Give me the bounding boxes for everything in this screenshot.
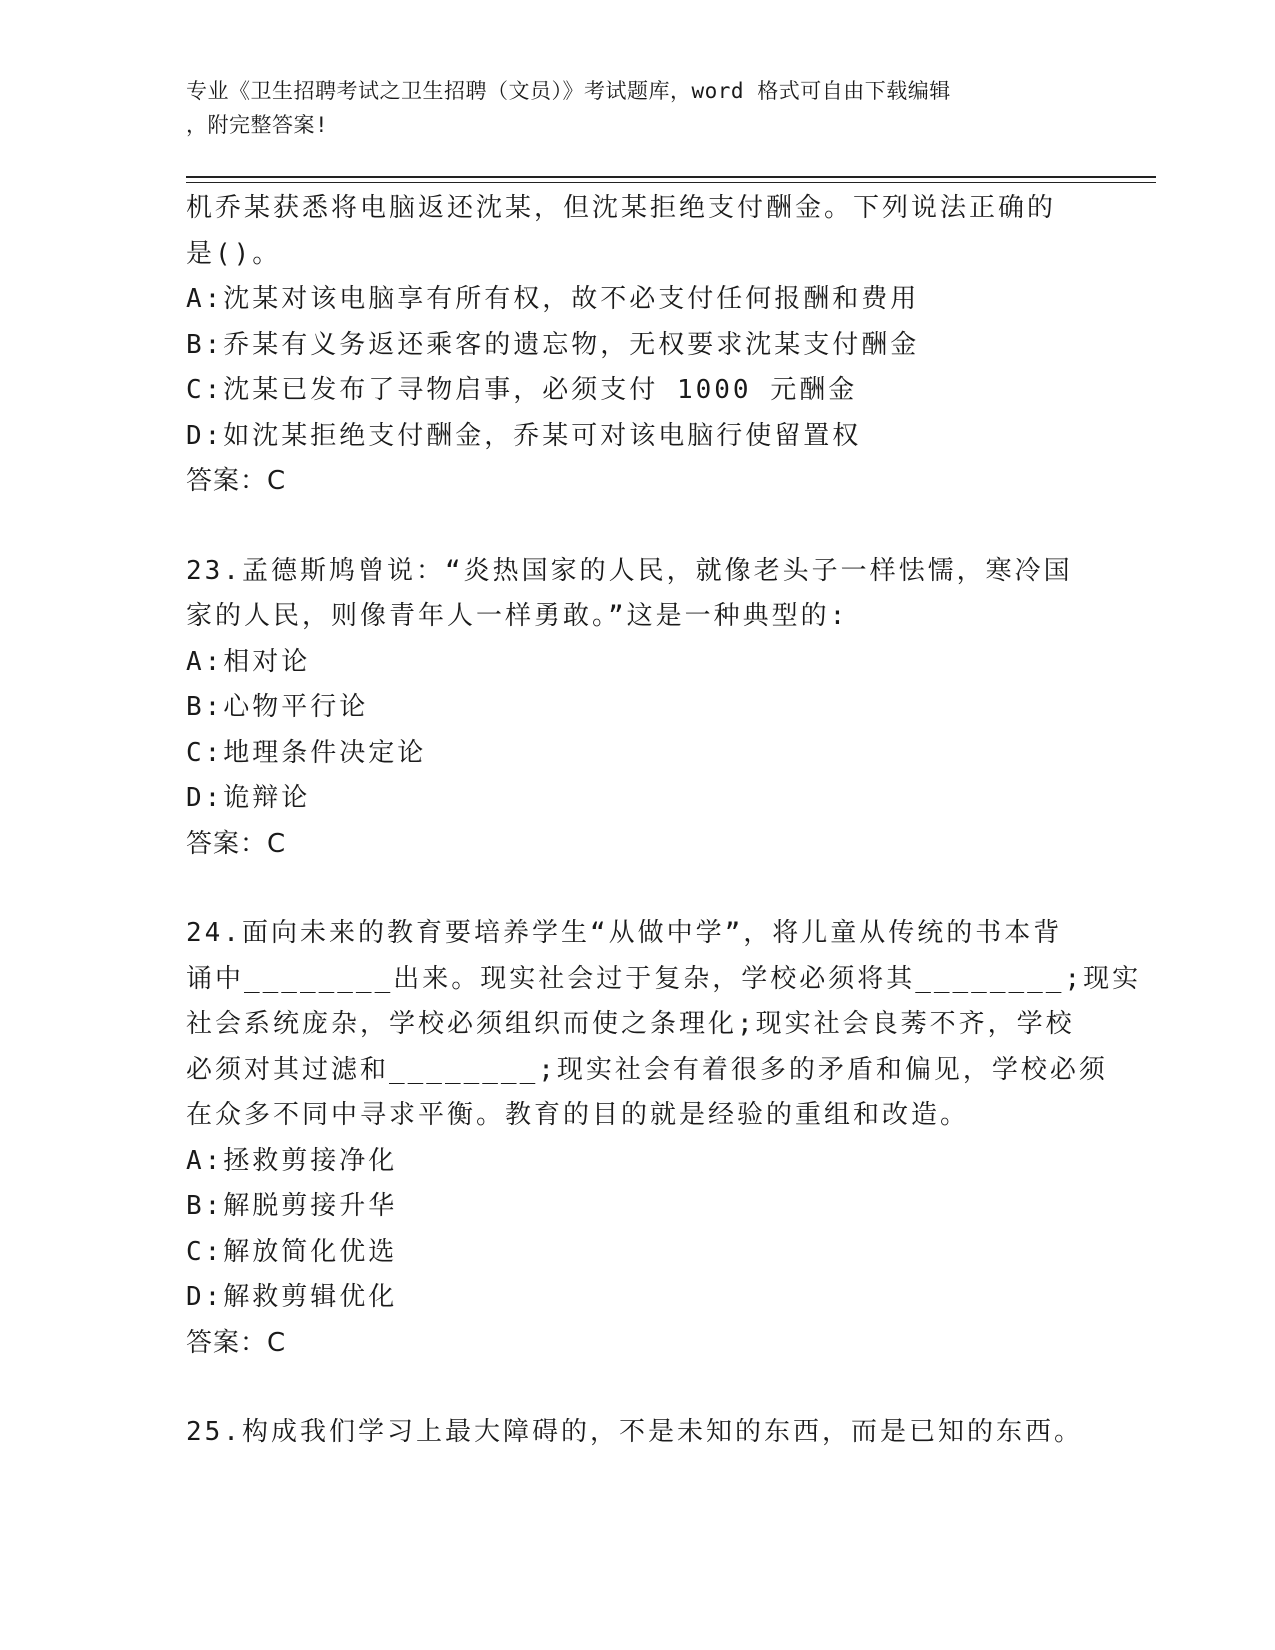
option-a: A:相对论 (186, 646, 311, 677)
answer-label: 答案：C (186, 466, 287, 496)
header-line-2: ，附完整答案! (186, 113, 329, 137)
question-stem-line: 家的人民，则像青年人一样勇敢。”这是一种典型的: (186, 601, 849, 631)
header-rule-thick (186, 176, 1156, 178)
question-stem-line: 机乔某获悉将电脑返还沈某，但沈某拒绝支付酬金。下列说法正确的 (186, 193, 1057, 223)
question-stem-line: 在众多不同中寻求平衡。教育的目的就是经验的重组和改造。 (186, 1100, 970, 1130)
option-a: A:沈某对该电脑享有所有权，故不必支付任何报酬和费用 (186, 284, 920, 314)
question-stem-line: 24.面向未来的教育要培养学生“从做中学”，将儿童从传统的书本背 (186, 918, 1063, 948)
option-d: D:如沈某拒绝支付酬金，乔某可对该电脑行使留置权 (186, 420, 862, 451)
option-c: C:沈某已发布了寻物启事，必须支付 1000 元酬金 (186, 375, 858, 405)
option-a: A:拯救剪接净化 (186, 1145, 398, 1176)
answer-label: 答案：C (186, 1327, 287, 1358)
option-d: D:诡辩论 (186, 783, 311, 813)
question-stem-line: 是()。 (186, 238, 282, 269)
option-c: C:解放简化优选 (186, 1236, 398, 1267)
question-stem-line: 25.构成我们学习上最大障碍的，不是未知的东西，而是已知的东西。 (186, 1417, 1083, 1447)
option-c: C:地理条件决定论 (186, 737, 427, 768)
option-b: B:解脱剪接升华 (186, 1191, 398, 1221)
question-stem-line: 社会系统庞杂，学校必须组织而使之条理化;现实社会良莠不齐，学校 (186, 1009, 1075, 1039)
answer-label: 答案：C (186, 828, 287, 859)
question-separator (186, 867, 1086, 911)
question-separator (186, 505, 1086, 549)
question-separator (186, 1366, 1086, 1410)
option-b: B:乔某有义务返还乘客的遗忘物，无权要求沈某支付酬金 (186, 329, 920, 360)
question-stem-line: 23.孟德斯鸠曾说：“炎热国家的人民，就像老头子一样怯懦，寒冷国 (186, 555, 1073, 586)
option-d: D:解救剪辑优化 (186, 1282, 398, 1312)
header-rule-thin (186, 182, 1156, 183)
header-line-1: 专业《卫生招聘考试之卫生招聘（文员）》考试题库，word 格式可自由下载编辑 (186, 79, 951, 103)
question-content (186, 186, 1142, 1456)
question-stem-line: 诵中________出来。现实社会过于复杂，学校必须将其________;现实 (186, 963, 1142, 994)
option-b: B:心物平行论 (186, 692, 369, 722)
question-stem-line: 必须对其过滤和________;现实社会有着很多的矛盾和偏见，学校必须 (186, 1054, 1108, 1085)
document-header (186, 74, 1066, 142)
